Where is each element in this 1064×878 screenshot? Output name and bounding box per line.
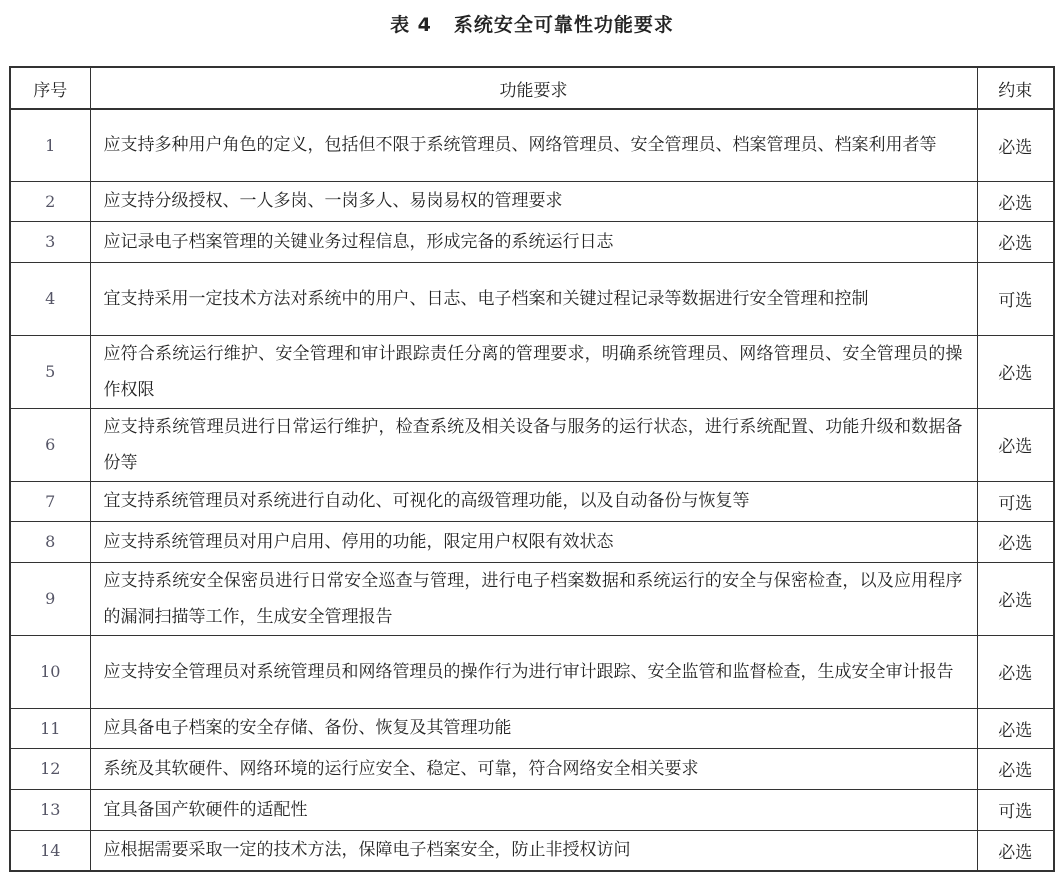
table-row [10, 181, 1054, 221]
row-number: 9 [10, 562, 90, 635]
requirement-text: 应支持系统管理员对用户启用、停用的功能，限定用户权限有效状态 [90, 521, 977, 562]
table-row [10, 789, 1054, 830]
table-row [10, 521, 1054, 562]
table-row [10, 262, 1054, 335]
requirement-text: 应支持多种用户角色的定义，包括但不限于系统管理员、网络管理员、安全管理员、档案管理员、档案利用者等 [90, 109, 977, 181]
requirement-text: 应支持分级授权、一人多岗、一岗多人、易岗易权的管理要求 [90, 181, 977, 221]
requirement-text: 系统及其软硬件、网络环境的运行应安全、稳定、可靠，符合网络安全相关要求 [90, 748, 977, 789]
row-number: 2 [10, 181, 90, 221]
header-constraint: 约束 [977, 67, 1054, 109]
constraint-value: 必选 [977, 635, 1054, 708]
requirement-text: 应支持安全管理员对系统管理员和网络管理员的操作行为进行审计跟踪、安全监管和监督检查，生成安全审计报告 [90, 635, 977, 708]
table-header-row [10, 67, 1054, 109]
constraint-value: 可选 [977, 481, 1054, 521]
row-number: 7 [10, 481, 90, 521]
table-row [10, 221, 1054, 262]
row-number: 13 [10, 789, 90, 830]
table-row [10, 830, 1054, 871]
requirement-text: 应具备电子档案的安全存储、备份、恢复及其管理功能 [90, 708, 977, 748]
table-row [10, 635, 1054, 708]
constraint-value: 可选 [977, 789, 1054, 830]
constraint-value: 必选 [977, 408, 1054, 481]
requirement-text: 应符合系统运行维护、安全管理和审计跟踪责任分离的管理要求，明确系统管理员、网络管理员、安全管理员的操作权限 [90, 335, 977, 408]
table-row [10, 109, 1054, 181]
constraint-value: 必选 [977, 708, 1054, 748]
constraint-value: 必选 [977, 335, 1054, 408]
row-number: 12 [10, 748, 90, 789]
header-serial: 序号 [10, 67, 90, 109]
requirement-text: 宜支持系统管理员对系统进行自动化、可视化的高级管理功能，以及自动备份与恢复等 [90, 481, 977, 521]
table-row [10, 408, 1054, 481]
constraint-value: 必选 [977, 830, 1054, 871]
constraint-value: 必选 [977, 221, 1054, 262]
header-requirement: 功能要求 [90, 67, 977, 109]
row-number: 11 [10, 708, 90, 748]
constraint-value: 可选 [977, 262, 1054, 335]
requirement-text: 应根据需要采取一定的技术方法，保障电子档案安全，防止非授权访问 [90, 830, 977, 871]
table-row [10, 748, 1054, 789]
row-number: 10 [10, 635, 90, 708]
requirements-table [9, 66, 1055, 872]
table-row [10, 708, 1054, 748]
table-title: 系统安全可靠性功能要求 [453, 14, 674, 36]
row-number: 5 [10, 335, 90, 408]
table-row [10, 335, 1054, 408]
requirement-text: 宜具备国产软硬件的适配性 [90, 789, 977, 830]
row-number: 6 [10, 408, 90, 481]
row-number: 8 [10, 521, 90, 562]
constraint-value: 必选 [977, 181, 1054, 221]
requirement-text: 应支持系统安全保密员进行日常安全巡查与管理，进行电子档案数据和系统运行的安全与保密检查，以及应用程序的漏洞扫描等工作，生成安全管理报告 [90, 562, 977, 635]
row-number: 4 [10, 262, 90, 335]
table-caption [0, 10, 1064, 37]
requirement-text: 应支持系统管理员进行日常运行维护，检查系统及相关设备与服务的运行状态，进行系统配置、功能升级和数据备份等 [90, 408, 977, 481]
table-row [10, 481, 1054, 521]
requirement-text: 应记录电子档案管理的关键业务过程信息，形成完备的系统运行日志 [90, 221, 977, 262]
constraint-value: 必选 [977, 562, 1054, 635]
row-number: 3 [10, 221, 90, 262]
table-number: 表 4 [390, 14, 432, 36]
constraint-value: 必选 [977, 109, 1054, 181]
requirement-text: 宜支持采用一定技术方法对系统中的用户、日志、电子档案和关键过程记录等数据进行安全管理和控制 [90, 262, 977, 335]
constraint-value: 必选 [977, 521, 1054, 562]
constraint-value: 必选 [977, 748, 1054, 789]
table-row [10, 562, 1054, 635]
row-number: 14 [10, 830, 90, 871]
row-number: 1 [10, 109, 90, 181]
